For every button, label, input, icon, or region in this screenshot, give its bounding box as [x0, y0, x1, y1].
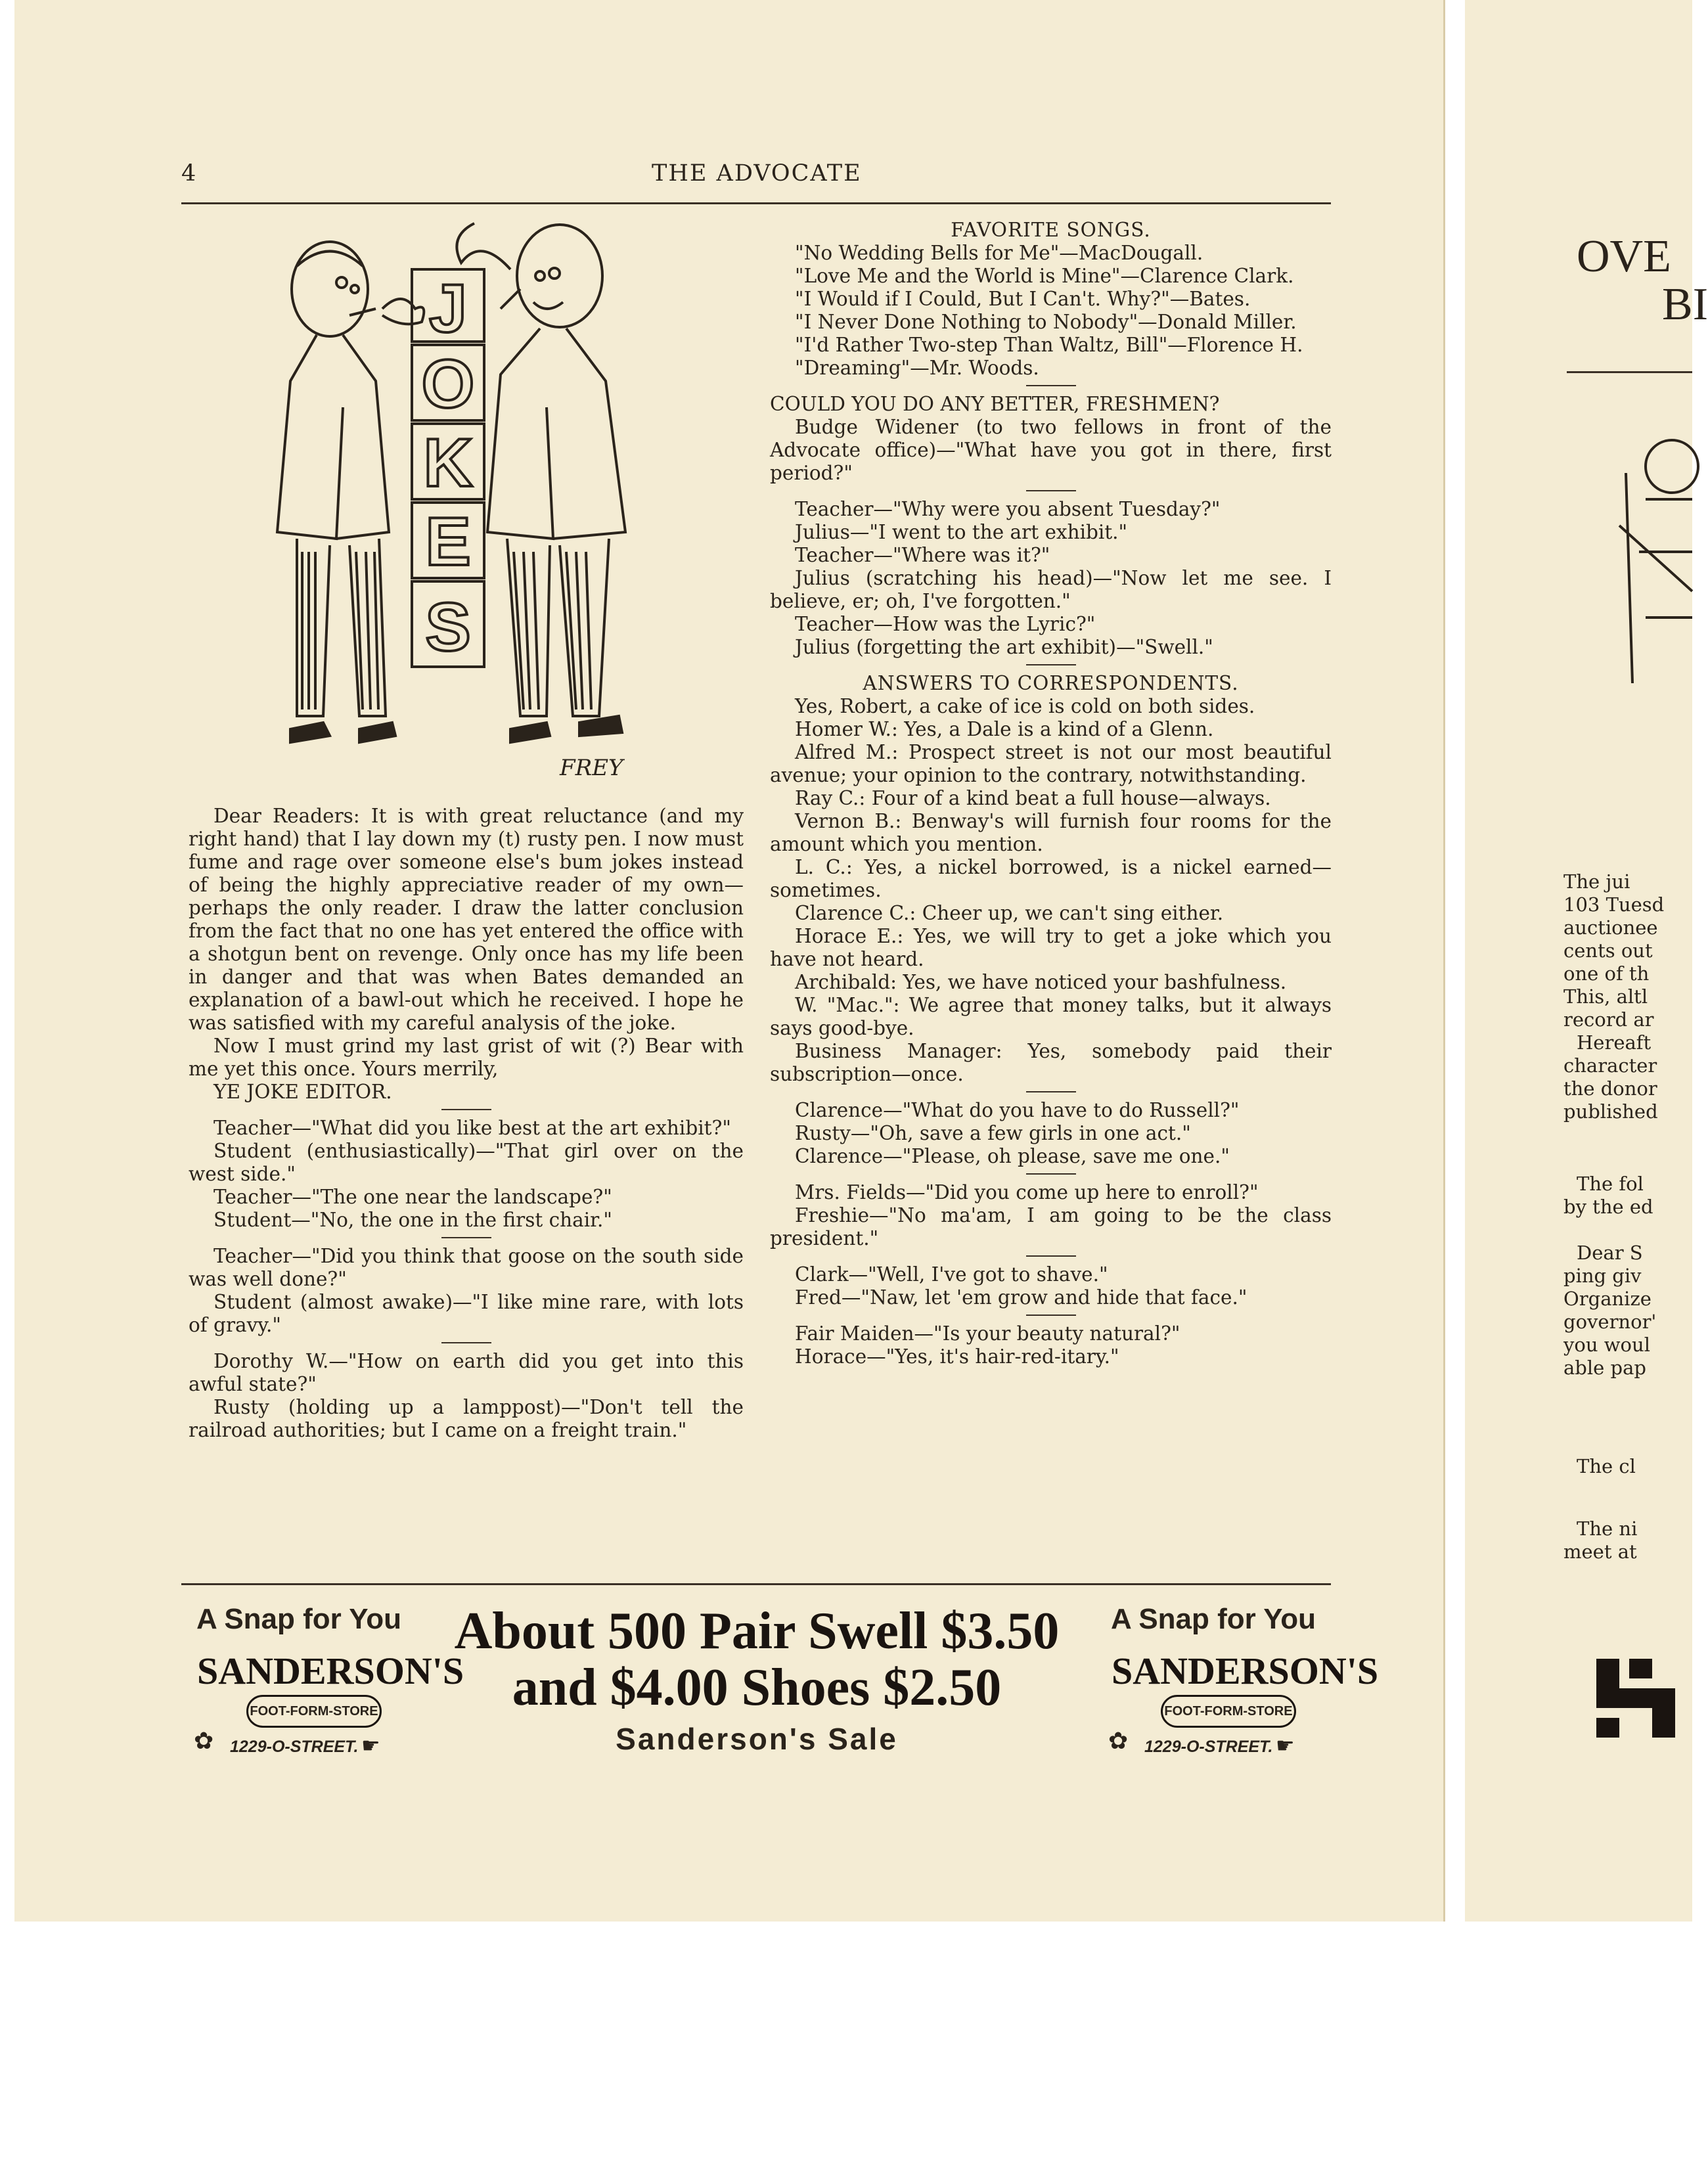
joke-line: Mrs. Fields—"Did you come up here to enroll?"	[795, 1181, 1259, 1203]
fragment-line: ping giv	[1563, 1265, 1642, 1287]
ad-tagline: A Snap for You	[196, 1603, 402, 1635]
store-logo-name: SANDERSON'S	[197, 1650, 464, 1692]
answer-item: Homer W.: Yes, a Dale is a kind of a Glenn.	[795, 718, 1214, 740]
flower-icon: ✿	[1108, 1728, 1129, 1755]
song-item: "I'd Rather Two-step Than Waltz, Bill"—Florence H.	[795, 334, 1303, 356]
jokes-letter: S	[425, 589, 471, 665]
song-item: "I Would if I Could, But I Can't. Why?"—Bates.	[795, 288, 1251, 310]
separator	[441, 1342, 491, 1343]
answer-item: Vernon B.: Benway's will furnish four rooms for the amount which you mention.	[770, 810, 1332, 855]
fragment-line: governor'	[1563, 1311, 1657, 1333]
answer-item: Archibald: Yes, we have noticed your bashfulness.	[795, 971, 1287, 993]
next-page-illustration	[1606, 394, 1692, 683]
joke-line: Student (almost awake)—"I like mine rare, with lots of gravy."	[189, 1291, 744, 1336]
jokes-letter: E	[425, 504, 471, 580]
song-item: "Love Me and the World is Mine"—Clarence Clark.	[795, 265, 1294, 287]
joke-line: Student—"No, the one in the first chair."	[214, 1209, 612, 1231]
store-address: 1229-O-STREET.	[1144, 1738, 1273, 1756]
ad-headline-1: About 500 Pair Swell $3.50	[454, 1602, 1060, 1660]
joke-line: Horace—"Yes, it's hair-red-itary."	[795, 1345, 1119, 1368]
editor-signature: YE JOKE EDITOR.	[214, 1081, 392, 1103]
joke-line: Teacher—"What did you like best at the art exhibit?"	[214, 1117, 731, 1139]
page-number: 4	[181, 160, 198, 187]
editor-letter-closing: Now I must grind my last grist of wit (?) Bear with me yet this once. Yours merrily,	[189, 1035, 744, 1080]
header-rule	[181, 202, 1331, 204]
fragment-line: The cl	[1577, 1455, 1636, 1477]
editor-letter: Dear Readers: It is with great reluctance (and my right hand) that I lay down my (t) rusty pen. I now must fume and rage over someone else's bum jokes instead of being the highly appreciative reader of my own—perhaps the only reader. I draw the latter conclusion from the fact that no one has yet entered the office with a shotgun bent on revenge. Only once has my life been in danger and that was when Bates demanded an explanation of a bawl-out which he received. I hope he was satisfied with my careful analysis of the joke.	[189, 805, 744, 1034]
separator	[1026, 1255, 1076, 1257]
swastika-symbol-icon	[1590, 1652, 1682, 1744]
joke-line: Clark—"Well, I've got to shave."	[795, 1263, 1108, 1286]
song-item: "I Never Done Nothing to Nobody"—Donald Miller.	[795, 311, 1297, 333]
store-sub: FOOT-FORM-STORE	[250, 1704, 378, 1719]
ad-top-rule	[181, 1583, 1331, 1585]
joke-line: Rusty—"Oh, save a few girls in one act."	[795, 1122, 1191, 1144]
section-heading: FAVORITE SONGS.	[951, 219, 1151, 241]
joke-line: Teacher—"Where was it?"	[795, 544, 1050, 566]
answer-item: Ray C.: Four of a kind beat a full house—always.	[795, 787, 1271, 809]
ad-sale: Sanderson's Sale	[616, 1722, 898, 1756]
jokes-letter: O	[421, 346, 475, 422]
ad-right-block	[1098, 1603, 1379, 1787]
ad-center-block	[435, 1603, 1079, 1757]
answer-item: Alfred M.: Prospect street is not our most beautiful avenue; your opinion to the contrary, notwithstanding.	[770, 741, 1332, 786]
fragment-line: meet at	[1563, 1540, 1637, 1563]
pointing-hand-icon: ☛	[361, 1733, 380, 1758]
fragment-line: Hereaft	[1577, 1031, 1652, 1054]
joke-line: Teacher—How was the Lyric?"	[795, 613, 1096, 635]
joke-line: Student (enthusiastically)—"That girl over on the west side."	[189, 1140, 744, 1185]
fragment-line: able pap	[1563, 1357, 1646, 1379]
store-sub: FOOT-FORM-STORE	[1164, 1704, 1293, 1719]
fragment-line: you woul	[1563, 1334, 1650, 1356]
separator	[1026, 1091, 1076, 1092]
fragment-line: The jui	[1563, 870, 1630, 893]
store-logo-name: SANDERSON'S	[1112, 1650, 1379, 1692]
joke-line: Clarence—"Please, oh please, save me one."	[795, 1145, 1230, 1167]
joke-line: Teacher—"The one near the landscape?"	[214, 1186, 612, 1208]
answer-item: Yes, Robert, a cake of ice is cold on both sides.	[795, 695, 1255, 717]
separator	[441, 1109, 491, 1110]
song-item: "Dreaming"—Mr. Woods.	[795, 357, 1039, 379]
fragment-line: by the ed	[1563, 1196, 1653, 1218]
joke-line: Dorothy W.—"How on earth did you get into this awful state?"	[189, 1350, 744, 1395]
answer-item: L. C.: Yes, a nickel borrowed, is a nickel earned—sometimes.	[770, 856, 1332, 901]
ad-headline-2: and $4.00 Shoes $2.50	[512, 1659, 1002, 1717]
joke-line: Rusty (holding up a lamppost)—"Don't tell the railroad authorities; but I came on a freight train."	[189, 1396, 744, 1441]
answer-item: Clarence C.: Cheer up, we can't sing either.	[795, 902, 1224, 924]
store-logo-banner	[246, 1695, 382, 1728]
section-heading: ANSWERS TO CORRESPONDENTS.	[863, 672, 1239, 694]
fragment-line: The fol	[1577, 1173, 1644, 1195]
separator	[1026, 385, 1076, 386]
jokes-illustration	[251, 210, 658, 788]
cartoon-two-men-smoking	[251, 210, 658, 788]
store-address: 1229-O-STREET.	[230, 1738, 359, 1756]
flower-icon: ✿	[194, 1728, 214, 1755]
jokes-letter: J	[429, 271, 467, 347]
ad-tagline: A Snap for You	[1110, 1603, 1316, 1635]
fragment-line: The ni	[1577, 1518, 1638, 1540]
answer-item: Horace E.: Yes, we will try to get a joke which you have not heard.	[770, 925, 1332, 970]
fragment-line: one of th	[1563, 962, 1650, 985]
fragment-line: Organize	[1563, 1288, 1652, 1310]
next-page-fragment	[1465, 0, 1708, 1922]
fragment-line: Dear S	[1577, 1242, 1643, 1264]
fragment-line: 103 Tuesd	[1563, 893, 1665, 916]
next-page-rule	[1567, 371, 1692, 373]
newspaper-page	[14, 0, 1445, 1922]
answer-item: W. "Mac.": We agree that money talks, but it always says good-bye.	[770, 994, 1332, 1039]
joke-line: Budge Widener (to two fellows in front of the Advocate office)—"What have you got in there, first period?"	[770, 416, 1332, 484]
artist-signature: FREY	[560, 755, 623, 781]
pointing-hand-icon: ☛	[1276, 1733, 1295, 1758]
publication-title: THE ADVOCATE	[652, 160, 862, 187]
separator	[1026, 664, 1076, 665]
fragment-line: published	[1563, 1100, 1658, 1123]
fragment-line: This, altl	[1563, 985, 1648, 1008]
separator	[441, 1237, 491, 1238]
separator	[1026, 490, 1076, 491]
left-column	[189, 805, 744, 1442]
ad-left-block	[184, 1603, 464, 1787]
fragment-line: the donor	[1563, 1077, 1657, 1100]
joke-line: Teacher—"Why were you absent Tuesday?"	[795, 498, 1221, 520]
joke-line: Julius (forgetting the art exhibit)—"Swell."	[795, 636, 1213, 658]
next-page-title-1: OVE	[1577, 231, 1671, 282]
store-logo-banner	[1161, 1695, 1296, 1728]
answer-item: Business Manager: Yes, somebody paid their subscription—once.	[770, 1040, 1332, 1085]
joke-line: Julius (scratching his head)—"Now let me see. I believe, er; oh, I've forgotten."	[770, 567, 1332, 612]
separator	[1026, 1173, 1076, 1175]
joke-line: Clarence—"What do you have to do Russell?"	[795, 1099, 1240, 1121]
jokes-letter: K	[423, 425, 473, 501]
section-heading: COULD YOU DO ANY BETTER, FRESHMEN?	[770, 393, 1220, 415]
right-column	[770, 219, 1332, 1368]
fragment-line: cents out	[1563, 939, 1653, 962]
joke-line: Julius—"I went to the art exhibit."	[795, 521, 1128, 543]
fragment-line: character	[1563, 1054, 1657, 1077]
fragment-line: auctionee	[1563, 916, 1658, 939]
separator	[1026, 1315, 1076, 1316]
joke-line: Fair Maiden—"Is your beauty natural?"	[795, 1322, 1180, 1345]
joke-line: Freshie—"No ma'am, I am going to be the class president."	[770, 1204, 1332, 1249]
song-item: "No Wedding Bells for Me"—MacDougall.	[795, 242, 1203, 264]
next-page-title-2: BI	[1662, 279, 1708, 330]
joke-line: Fred—"Naw, let 'em grow and hide that face."	[795, 1286, 1247, 1309]
joke-line: Teacher—"Did you think that goose on the south side was well done?"	[189, 1245, 744, 1290]
fragment-line: record ar	[1563, 1008, 1654, 1031]
